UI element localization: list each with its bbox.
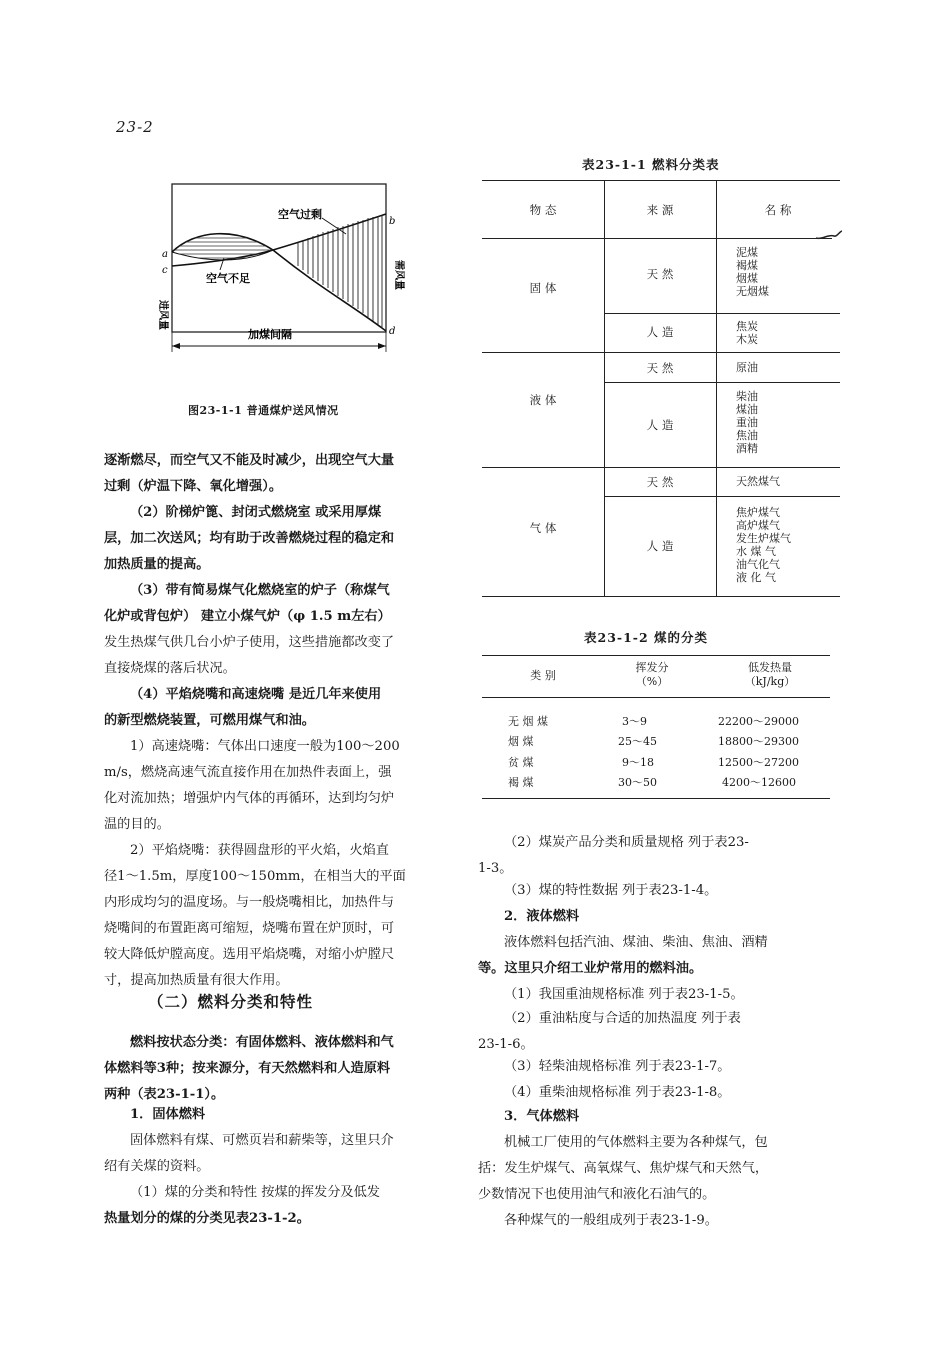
t1-liquid: 液 体 xyxy=(529,393,557,407)
t2-row2-category: 烟 煤 xyxy=(508,735,534,748)
t2-row2-heat: 18800～29300 xyxy=(718,735,799,748)
t2-header-volatile: 挥发分 （%） xyxy=(635,661,669,688)
label-left-axis: 进风量 xyxy=(157,300,168,330)
section-title: （二）燃料分类和特性 xyxy=(148,992,314,1011)
t1-gas-natural: 天 然 xyxy=(646,475,674,489)
t2-header-heat: 低发热量 （kJ/kg） xyxy=(744,661,796,688)
t1-liquid-natural: 天 然 xyxy=(646,361,674,375)
t1-gas-natural-names: 天然煤气 xyxy=(736,475,780,488)
t2-row3-category: 贫 煤 xyxy=(508,756,534,769)
t2-row2-volatile: 25～45 xyxy=(618,735,657,748)
t1-header-source: 来 源 xyxy=(646,203,674,217)
label-c: c xyxy=(162,265,168,276)
left-p4: （4）平焰烧嘴和高速烧嘴 是近几年来使用 的新型燃烧装置，可燃用煤气和油。 xyxy=(104,687,382,728)
bulge-line xyxy=(172,250,273,260)
t2-row1-heat: 22200～29000 xyxy=(718,715,799,728)
fuel-classification-table xyxy=(482,180,840,597)
t1-liquid-artificial-names: 柴油 煤油 重油 焦油 酒精 xyxy=(736,390,758,455)
right-p6: （3）轻柴油规格标准 列于表23-1-7。 xyxy=(504,1059,731,1074)
left-p9: （1）煤的分类和特性 按煤的挥发分及低发 热量划分的煤的分类见表23-1-2。 xyxy=(104,1185,380,1226)
t2-row1-volatile: 3～9 xyxy=(622,715,647,728)
label-d: d xyxy=(389,326,396,337)
coal-classification-table xyxy=(482,655,830,800)
label-excess-air: 空气过剩 xyxy=(278,208,322,221)
heading-liquid-fuel: 2．液体燃料 xyxy=(504,909,580,924)
left-p8: 固体燃料有煤、可燃页岩和薪柴等，这里只介 绍有关煤的资料。 xyxy=(104,1133,394,1174)
right-p9: 各种煤气的一般组成列于表23-1-9。 xyxy=(504,1213,718,1228)
label-b: b xyxy=(389,216,396,227)
t1-header-state: 物 态 xyxy=(529,203,557,217)
t1-solid-natural-names: 泥煤 褐煤 烟煤 无烟煤 xyxy=(736,246,769,298)
t1-solid-artificial-names: 焦炭 木炭 xyxy=(736,320,758,346)
right-p1: （2）煤炭产品分类和质量规格 列于表23- 1-3。 xyxy=(478,835,749,876)
heading-solid-fuel: 1．固体燃料 xyxy=(130,1107,206,1122)
air-supply-figure xyxy=(150,178,410,403)
t2-row3-heat: 12500～27200 xyxy=(718,756,799,769)
t1-header-name: 名 称 xyxy=(764,203,792,217)
label-lack-air: 空气不足 xyxy=(206,272,250,285)
excess-air-hatch xyxy=(298,215,382,328)
torn-edge-mark xyxy=(816,228,842,242)
left-p3: （3）带有简易煤气化燃烧室的炉子（称煤气 化炉或背包炉） 建立小煤气炉（φ 1.5 m左右） 发生热煤气供几台小炉子使用，这些措施都改变了 直接烧煤的落后状况。 xyxy=(104,583,395,676)
t2-row1-category: 无 烟 煤 xyxy=(508,715,548,728)
heading-gas-fuel: 3．气体燃料 xyxy=(504,1109,580,1124)
right-p5: （2）重油粘度与合适的加热温度 列于表 23-1-6。 xyxy=(478,1011,741,1052)
right-p2: （3）煤的特性数据 列于表23-1-4。 xyxy=(504,883,718,898)
t1-gas-artificial-names: 焦炉煤气 高炉煤气 发生炉煤气 水 煤 气 油气化气 液 化 气 xyxy=(736,506,791,584)
t2-row4-category: 褐 煤 xyxy=(508,776,534,789)
t1-solid-natural: 天 然 xyxy=(646,267,674,281)
right-p7: （4）重柴油规格标准 列于表23-1-8。 xyxy=(504,1085,731,1100)
t1-solid-artificial: 人 造 xyxy=(646,325,674,339)
t2-row3-volatile: 9～18 xyxy=(622,756,654,769)
figure-caption: 图23-1-1 普通煤炉送风情况 xyxy=(188,404,339,417)
left-p1: 逐渐燃尽，而空气又不能及时减少，出现空气大量 过剩（炉温下降、氧化增强）。 xyxy=(104,453,395,494)
t1-liquid-artificial: 人 造 xyxy=(646,418,674,432)
t2-header-category: 类 别 xyxy=(530,669,556,682)
left-p2: （2）阶梯炉篦、封闭式燃烧室 或采用厚煤 层，加二次送风；均有助于改善燃烧过程的稳定和 加热质量的提高。 xyxy=(104,505,395,572)
t2-row4-volatile: 30～50 xyxy=(618,776,657,789)
t1-solid: 固 体 xyxy=(529,281,557,295)
table2-title: 表23-1-2 煤的分类 xyxy=(584,630,709,645)
left-p6: 2）平焰烧嘴：获得圆盘形的平火焰，火焰直 径1～1.5m，厚度100～150mm，在相当大的平面 内形成均匀的温度场。与一般烧嘴相比，加热件与 烧嘴间的布置距离可缩短，烧嘴布置在炉顶时，可 较大降低炉膛高度。选用平焰烧嘴，对缩小炉膛尺 寸，提高加热质量有很大作用。 xyxy=(104,843,406,988)
right-p3: 液体燃料包括汽油、煤油、柴油、焦油、酒精 等。这里只介绍工业炉常用的燃料油。 xyxy=(478,935,768,976)
t1-liquid-natural-names: 原油 xyxy=(736,361,758,374)
table1-title: 表23-1-1 燃料分类表 xyxy=(582,157,720,172)
right-p4: （1）我国重油规格标准 列于表23-1-5。 xyxy=(504,987,744,1002)
left-p7: 燃料按状态分类：有固体燃料、液体燃料和气 体燃料等3种；按来源分，有天然燃料和人造原料 两种（表23-1-1）。 xyxy=(104,1035,394,1102)
t1-gas: 气 体 xyxy=(529,521,557,535)
right-p8: 机械工厂使用的气体燃料主要为各种煤气，包 括：发生炉煤气、高氧煤气、焦炉煤气和天然气， 少数情况下也使用油气和液化石油气的。 xyxy=(478,1135,769,1202)
left-p5: 1）高速烧嘴：气体出口速度一般为100～200 m/s，燃烧高速气流直接作用在加热件表面上，强 化对流加热；增强炉内气体的再循环，达到均匀炉 温的目的。 xyxy=(104,739,400,832)
label-a: a xyxy=(162,249,168,260)
page-number: 23-2 xyxy=(116,118,154,136)
label-right-axis: 需风量 xyxy=(393,260,404,290)
label-interval: 加煤间隔 xyxy=(248,328,292,341)
t1-gas-artificial: 人 造 xyxy=(646,539,674,553)
t2-row4-heat: 4200～12600 xyxy=(722,776,796,789)
